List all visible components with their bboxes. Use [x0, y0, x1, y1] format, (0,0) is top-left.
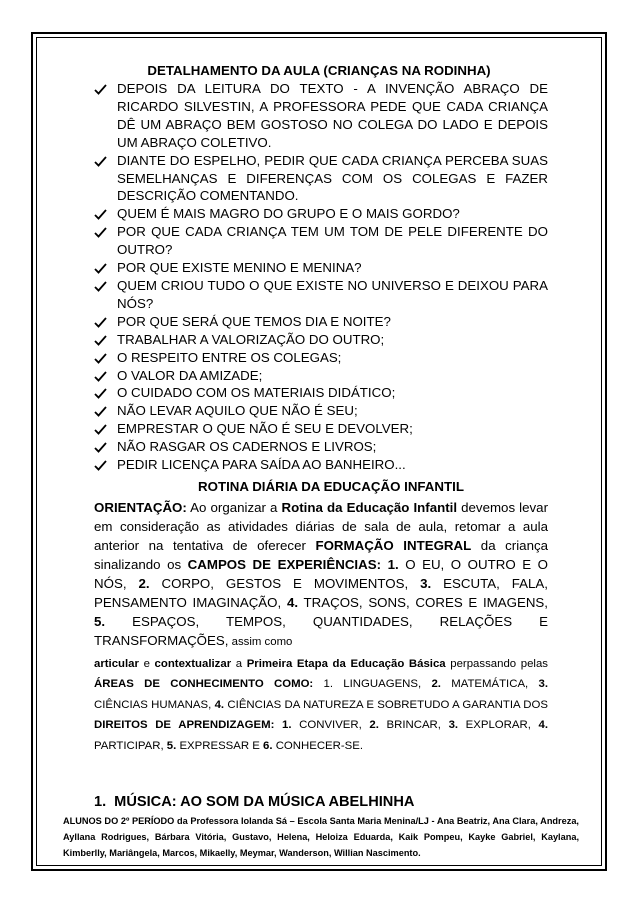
checklist-item-text: DIANTE DO ESPELHO, PEDIR QUE CADA CRIANÇA PERCEBA SUAS SEMELHANÇAS E DIFERENÇAS COM OS COLEGAS E FAZER DESCRIÇÃO COMENTANDO. — [117, 152, 548, 204]
checklist-item-text: O VALOR DA AMIZADE; — [117, 367, 263, 383]
checkmark-icon — [94, 205, 108, 220]
checklist-item — [94, 259, 548, 277]
checklist-item-text: NÃO LEVAR AQUILO QUE NÃO É SEU; — [117, 403, 358, 419]
checklist-item — [94, 223, 548, 259]
bold-run: CAMPOS DE EXPERIÊNCIAS: — [187, 556, 382, 572]
section-heading-music — [94, 794, 422, 810]
text-run: 1. LINGUAGENS, — [313, 678, 432, 691]
checklist-item — [94, 384, 548, 402]
orientation-paragraph — [94, 498, 548, 652]
checklist-item — [94, 367, 548, 385]
text-run: CIÊNCIAS DA NATUREZA E SOBRETUDO A GARANTIA DOS — [224, 698, 548, 711]
checklist-item-text: O CUIDADO COM OS MATERIAIS DIDÁTICO; — [117, 385, 396, 401]
checklist-item — [94, 349, 548, 367]
routine-title: ROTINA DIÁRIA DA EDUCAÇÃO INFANTIL — [198, 478, 464, 494]
checkmark-icon — [94, 438, 108, 453]
checkmark-icon — [94, 367, 108, 382]
footer-student-list: ALUNOS DO 2º PERÍODO da Professora Iolanda Sá – Escola Santa Maria Menina/LJ - Ana Beatriz, Ana Clara, Andreza, Ayllana Rodrigues, Bárbara Vitória, Gustavo, Helena, Heloiza Eduarda, Kaik Pompeu, Kayke Gabriel, Kaylana, Kimberlly, Mariângela, Marcos, Mikaelly, Meymar, Wanderson, Willian Nascimento. — [63, 816, 579, 858]
checklist-item — [94, 420, 548, 438]
num-run: 3. — [538, 678, 548, 691]
checklist-item — [94, 205, 548, 223]
bold-run: ÁREAS DE CONHECIMENTO COMO: — [94, 678, 314, 691]
checklist-item — [94, 438, 548, 456]
checklist-item-text: QUEM É MAIS MAGRO DO GRUPO E O MAIS GORDO? — [117, 206, 460, 222]
num-run: 2. — [431, 678, 441, 691]
text-run: assim como — [228, 635, 293, 648]
text-run: e — [138, 657, 155, 670]
checklist-item — [94, 80, 548, 152]
checklist-item — [94, 456, 548, 474]
text-run: CORPO, GESTOS E MOVIMENTOS, — [149, 575, 421, 591]
checkmark-icon — [94, 313, 108, 328]
orientation-paragraph-cont — [94, 654, 548, 757]
checkmark-icon — [94, 420, 108, 435]
text-run: ESPAÇOS, TEMPOS, QUANTIDADES, RELAÇÕES E TRANSFORMAÇÕES, — [94, 613, 548, 648]
bold-run: contextualizar — [154, 657, 232, 670]
checkmark-icon — [94, 223, 108, 238]
checklist-item-text: QUEM CRIOU TUDO O QUE EXISTE NO UNIVERSO E DEIXOU PARA NÓS? — [117, 277, 548, 311]
checklist-item-text: TRABALHAR A VALORIZAÇÃO DO OUTRO; — [117, 331, 385, 347]
num-run: 1. — [387, 556, 399, 572]
text-run: Ao organizar a — [186, 499, 282, 515]
text-run: EXPRESSAR E — [176, 739, 264, 752]
checklist-item-text: EMPRESTAR O QUE NÃO É SEU E DEVOLVER; — [117, 421, 413, 437]
bold-run: FORMAÇÃO INTEGRAL — [315, 537, 472, 553]
checklist-item-text: NÃO RASGAR OS CADERNOS E LIVROS; — [117, 439, 377, 455]
num-run: 6. — [263, 739, 273, 752]
num-run: 2. — [369, 719, 379, 732]
orientation-label: ORIENTAÇÃO: — [94, 499, 187, 515]
checklist-item — [94, 331, 548, 349]
num-run: 5. — [166, 739, 177, 752]
checkmark-icon — [94, 152, 108, 167]
checkmark-icon — [94, 456, 108, 471]
checklist-item-text: POR QUE SERÁ QUE TEMOS DIA E NOITE? — [117, 313, 391, 329]
num-run: 3. — [448, 719, 459, 732]
text-run: CONVIVER, — [291, 719, 370, 732]
text-run: a — [231, 657, 247, 670]
checklist-item-text: PEDIR LICENÇA PARA SAÍDA AO BANHEIRO... — [117, 457, 406, 473]
checklist-item — [94, 402, 548, 420]
checklist — [94, 80, 548, 474]
checkmark-icon — [94, 259, 108, 274]
text-run: da criança sinalizando os — [94, 537, 549, 572]
checkmark-icon — [94, 402, 108, 417]
num-run: 3. — [420, 575, 432, 591]
text-run: EXPLORAR, — [458, 719, 539, 732]
checklist-item — [94, 277, 548, 313]
text-run: devemos levar em consideração as atividades diárias de sala de aula, retomar a aula anterior na tentativa de oferecer — [94, 499, 549, 553]
section-title: MÚSICA: AO SOM DA MÚSICA ABELHINHA — [114, 794, 415, 810]
lesson-detail-title: DETALHAMENTO DA AULA (CRIANÇAS NA RODINHA) — [147, 63, 491, 78]
num-run: 2. — [138, 575, 150, 591]
bold-run: articular — [94, 657, 139, 670]
text-run: TRAÇOS, SONS, CORES E IMAGENS, — [298, 594, 548, 610]
section-number: 1. — [94, 794, 107, 810]
num-run: 4. — [538, 719, 548, 732]
bold-run: DIREITOS DE APRENDIZAGEM: 1. — [94, 719, 292, 732]
text-run: CONHECER-SE. — [272, 739, 364, 752]
num-run: 4. — [214, 698, 225, 711]
text-run: PARTICIPAR, — [94, 739, 167, 752]
main-content — [94, 62, 548, 756]
checkmark-icon — [94, 277, 108, 292]
checklist-item-text: DEPOIS DA LEITURA DO TEXTO - A INVENÇÃO ABRAÇO DE RICARDO SILVESTIN, A PROFESSORA PEDE QUE CADA CRIANÇA DÊ UM ABRAÇO BEM GOSTOSO NO COLEGA DO LADO E DEPOIS UM ABRAÇO COLETIVO. — [117, 81, 548, 150]
text-run: O EU, O OUTRO E O NÓS, — [94, 556, 548, 591]
checkmark-icon — [94, 349, 108, 364]
checklist-item — [94, 152, 548, 206]
text-run: BRINCAR, — [378, 719, 449, 732]
checklist-item-text: POR QUE EXISTE MENINO E MENINA? — [117, 260, 362, 276]
num-run: 4. — [286, 594, 299, 610]
checklist-item-text: POR QUE CADA CRIANÇA TEM UM TOM DE PELE DIFERENTE DO OUTRO? — [117, 224, 548, 258]
checkmark-icon — [94, 384, 108, 399]
text-run: MATEMÁTICA, — [440, 678, 539, 691]
checklist-item — [94, 313, 548, 331]
num-run: 5. — [94, 613, 106, 629]
text-run: ESCUTA, FALA, PENSAMENTO IMAGINAÇÃO, — [94, 575, 548, 610]
checkmark-icon — [94, 80, 108, 95]
bold-run: Rotina da Educação Infantil — [281, 499, 458, 515]
bold-run: Primeira Etapa da Educação Básica — [246, 657, 446, 670]
text-run: CIÊNCIAS HUMANAS, — [94, 698, 215, 711]
checklist-item-text: O RESPEITO ENTRE OS COLEGAS; — [117, 349, 342, 365]
text-run: perpassando pelas — [445, 657, 548, 670]
checkmark-icon — [94, 331, 108, 346]
